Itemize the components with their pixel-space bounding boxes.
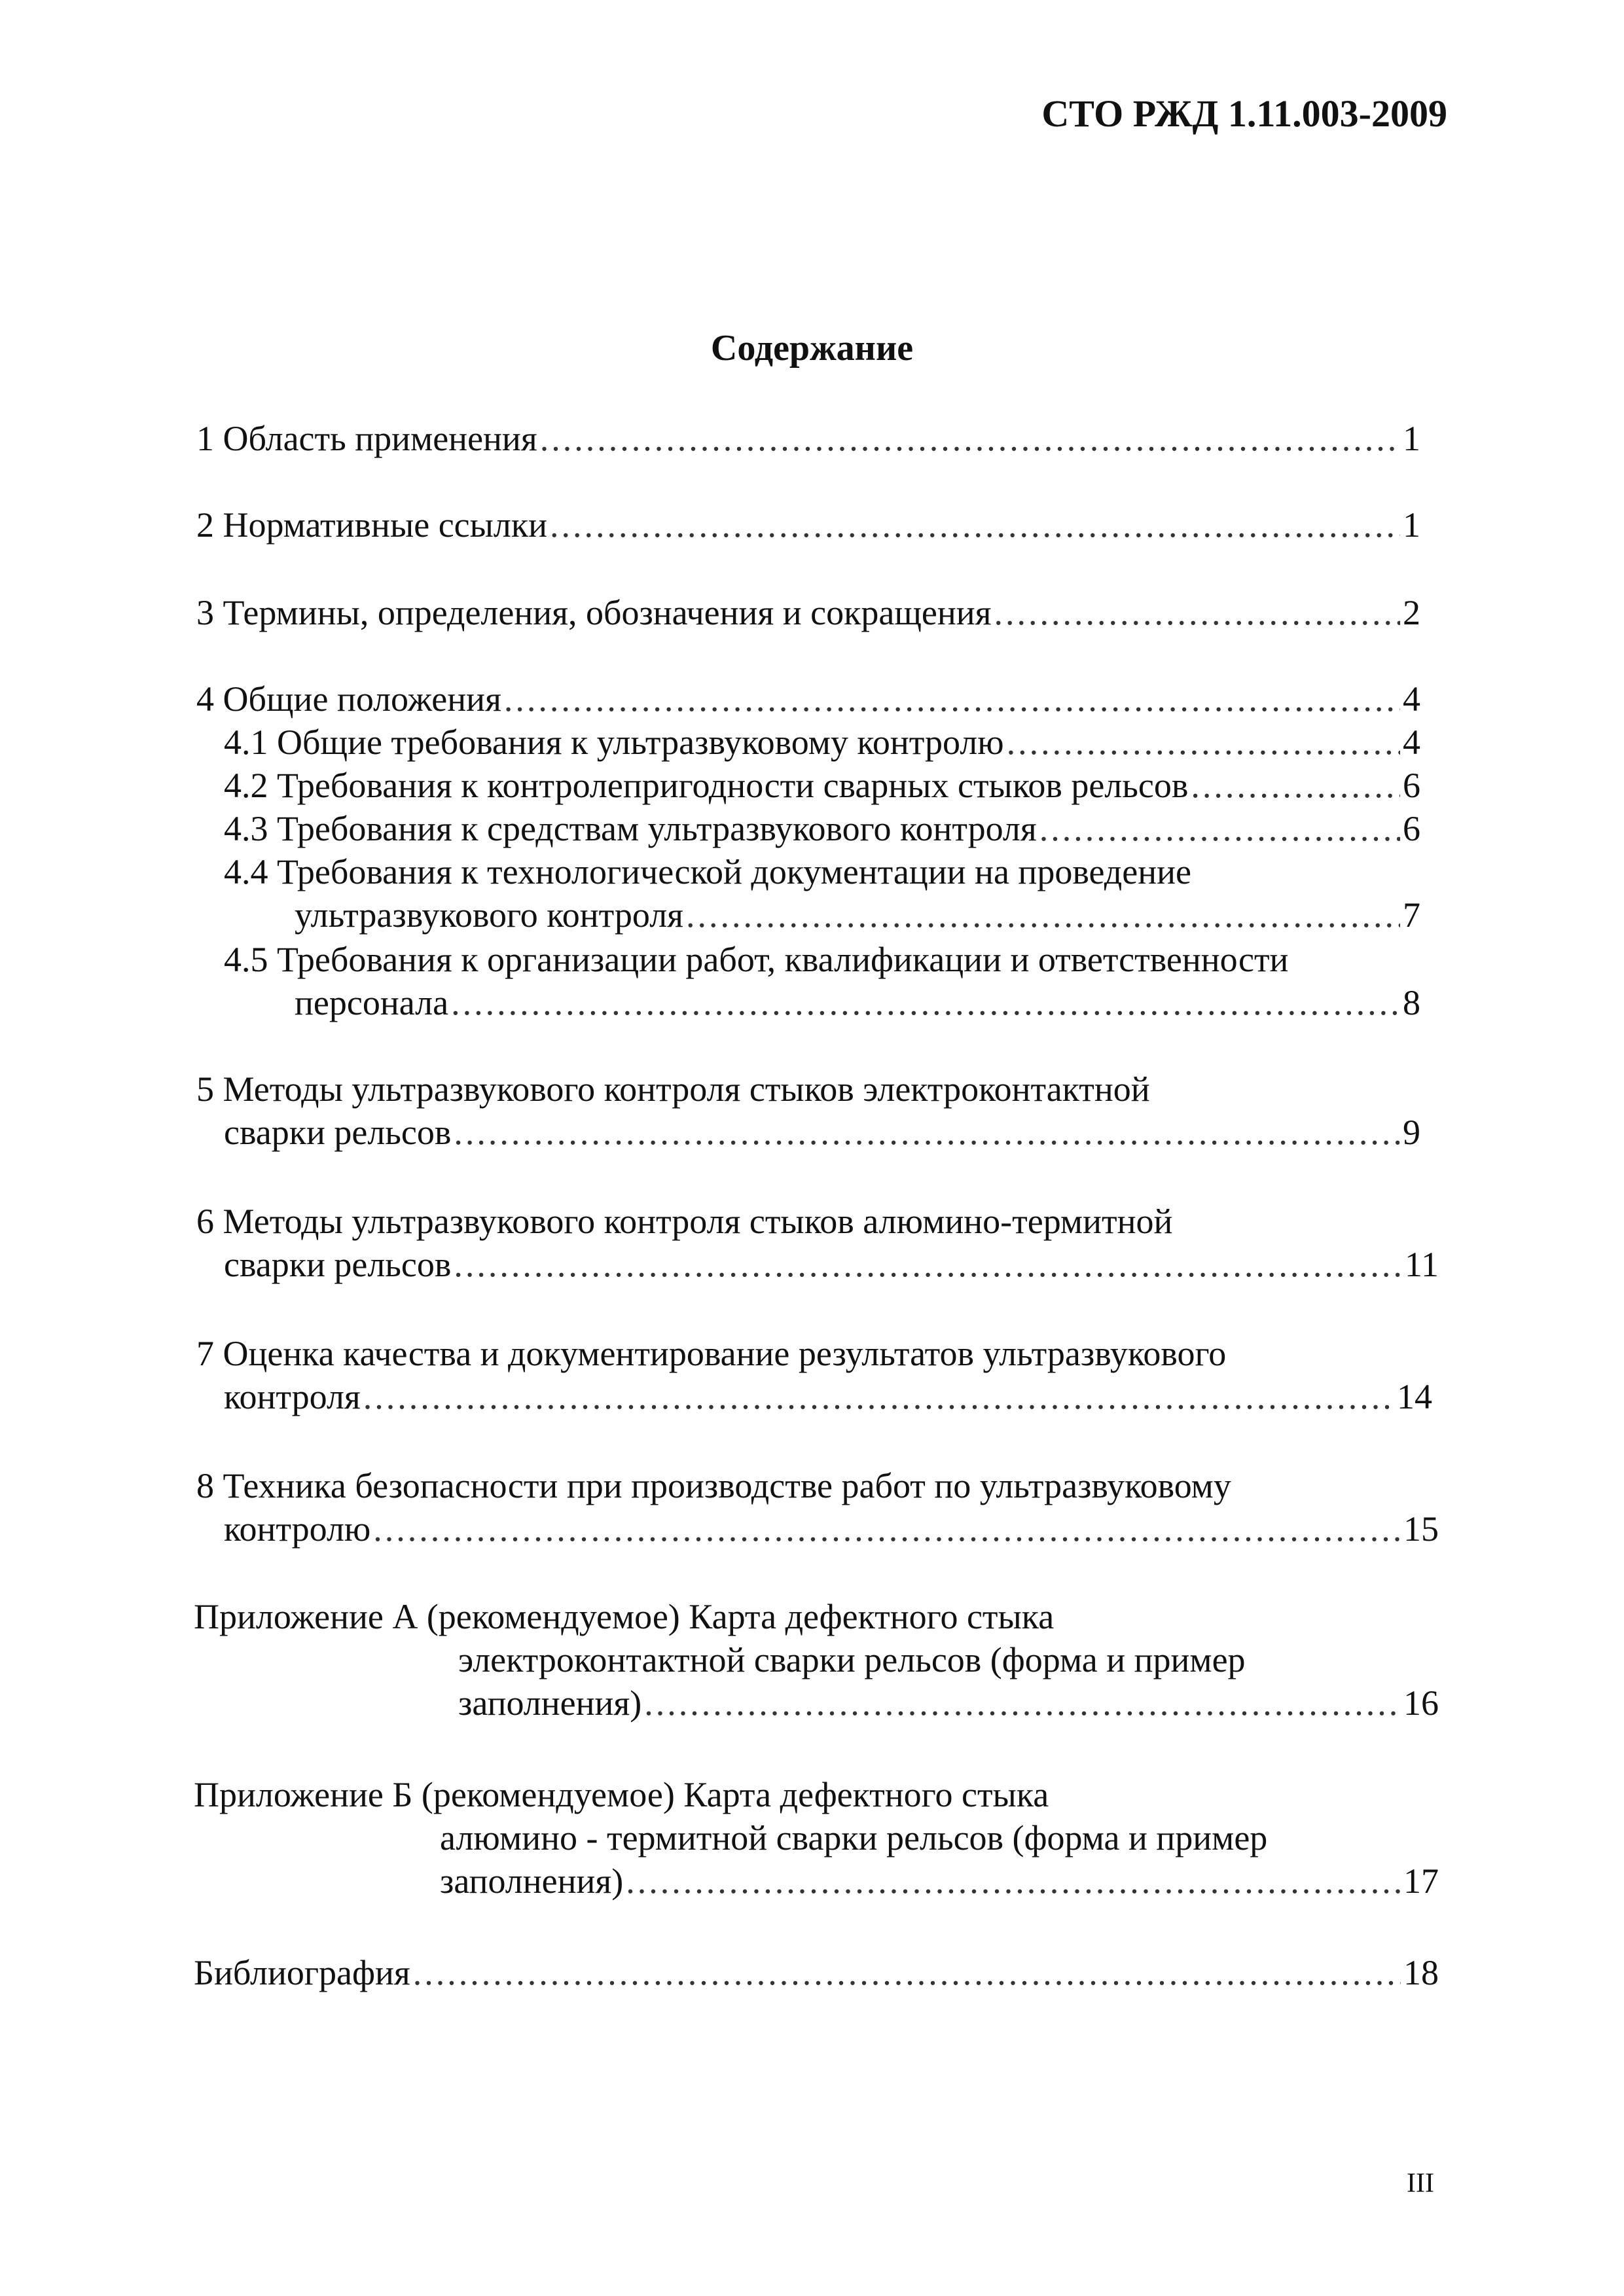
toc-entry-text: контролю xyxy=(224,1509,371,1549)
toc-appendix-b-line2: алюмино - термитной сварки рельсов (форма и пример xyxy=(440,1818,1268,1857)
toc-page-number: 15 xyxy=(1403,1509,1439,1549)
dot-leader xyxy=(1039,808,1400,850)
toc-entry-8-line1[interactable]: 8 Техника безопасности при производстве работ по ультразвуковому xyxy=(196,1466,1231,1505)
toc-entry-6[interactable] xyxy=(224,1244,1439,1285)
dot-leader xyxy=(550,504,1400,546)
toc-appendix-a[interactable] xyxy=(458,1682,1439,1724)
toc-entry-text: персонала xyxy=(295,983,449,1022)
toc-page-number: 17 xyxy=(1403,1861,1439,1901)
toc-page-number: 16 xyxy=(1403,1683,1439,1723)
toc-entry-text: ультразвукового контроля xyxy=(295,895,683,935)
toc-page-number: 2 xyxy=(1403,593,1420,632)
toc-entry-7-line1[interactable]: 7 Оценка качества и документирование результатов ультразвукового xyxy=(196,1334,1227,1373)
toc-entry-5-line1[interactable]: 5 Методы ультразвукового контроля стыков электроконтактной xyxy=(196,1069,1150,1109)
toc-page-number: 18 xyxy=(1403,1953,1439,1992)
toc-entry-4-5-line1[interactable]: 4.5 Требования к организации работ, квалификации и ответственности xyxy=(224,940,1289,979)
toc-entry-4-2[interactable] xyxy=(224,764,1420,806)
toc-entry-text: заполнения) xyxy=(440,1861,624,1901)
toc-entry-text: 1 Область применения xyxy=(196,419,537,458)
toc-appendix-a-line2: электроконтактной сварки рельсов (форма и пример xyxy=(458,1640,1246,1679)
toc-page-number: 4 xyxy=(1403,723,1420,762)
dot-leader xyxy=(1191,764,1400,806)
toc-entry-text: 3 Термины, определения, обозначения и сокращения xyxy=(196,593,992,632)
toc-entry-2[interactable] xyxy=(196,504,1420,546)
dot-leader xyxy=(504,678,1400,720)
toc-entry-8[interactable] xyxy=(224,1508,1439,1550)
toc-page-number: 7 xyxy=(1403,895,1420,935)
toc-entry-4-5[interactable] xyxy=(295,982,1420,1024)
dot-leader xyxy=(454,1111,1400,1153)
toc-entry-6-line1[interactable]: 6 Методы ультразвукового контроля стыков алюмино-термитной xyxy=(196,1202,1173,1241)
toc-page-number: 4 xyxy=(1403,679,1420,719)
dot-leader xyxy=(1007,721,1400,763)
toc-entry-1[interactable] xyxy=(196,418,1420,459)
dot-leader xyxy=(451,982,1400,1024)
toc-entry-4-4[interactable] xyxy=(295,894,1420,936)
toc-page-number: 11 xyxy=(1405,1245,1439,1284)
toc-page-number: 6 xyxy=(1403,809,1420,848)
dot-leader xyxy=(413,1952,1401,1994)
dot-leader xyxy=(363,1376,1394,1418)
toc-entry-text: сварки рельсов xyxy=(224,1113,452,1152)
toc-entry-4-4-line1[interactable]: 4.4 Требования к технологической документации на проведение xyxy=(224,852,1191,891)
dot-leader xyxy=(373,1508,1401,1550)
toc-page-number: 6 xyxy=(1403,766,1420,805)
toc-entry-5[interactable] xyxy=(224,1111,1420,1153)
toc-appendix-b-line1[interactable]: Приложение Б (рекомендуемое) Карта дефектного стыка xyxy=(194,1775,1049,1814)
document-code: СТО РЖД 1.11.003-2009 xyxy=(1041,92,1447,135)
toc-entry-4[interactable] xyxy=(196,678,1420,720)
toc-entry-text: 4.1 Общие требования к ультразвуковому контролю xyxy=(224,723,1004,762)
dot-leader xyxy=(644,1682,1401,1724)
toc-appendix-a-line1[interactable]: Приложение А (рекомендуемое) Карта дефектного стыка xyxy=(194,1597,1055,1636)
toc-entry-text: 4 Общие положения xyxy=(196,679,501,719)
dot-leader xyxy=(686,894,1400,936)
toc-appendix-b[interactable] xyxy=(440,1860,1439,1902)
toc-entry-text: Библиография xyxy=(194,1953,410,1992)
toc-entry-text: контроля xyxy=(224,1377,361,1416)
toc-page-number: 8 xyxy=(1403,983,1420,1022)
dot-leader xyxy=(540,418,1400,459)
toc-page-number: 9 xyxy=(1403,1113,1420,1152)
toc-entry-text: сварки рельсов xyxy=(224,1245,452,1284)
toc-entry-4-1[interactable] xyxy=(224,721,1420,763)
toc-entry-text: 4.3 Требования к средствам ультразвукового контроля xyxy=(224,809,1037,848)
toc-entry-7[interactable] xyxy=(224,1376,1432,1418)
dot-leader xyxy=(626,1860,1401,1902)
dot-leader xyxy=(994,592,1401,634)
toc-entry-text: заполнения) xyxy=(458,1683,642,1723)
toc-entry-text: 4.2 Требования к контролепригодности сварных стыков рельсов xyxy=(224,766,1189,805)
dot-leader xyxy=(454,1244,1402,1285)
toc-page-number: 1 xyxy=(1403,505,1420,545)
toc-entry-3[interactable] xyxy=(196,592,1420,634)
toc-title: Содержание xyxy=(710,328,914,368)
toc-entry-4-3[interactable] xyxy=(224,808,1420,850)
toc-page-number: 14 xyxy=(1397,1377,1432,1416)
toc-page-number: 1 xyxy=(1403,419,1420,458)
toc-bibliography[interactable] xyxy=(194,1952,1439,1994)
page-number: III xyxy=(1407,2168,1434,2198)
toc-entry-text: 2 Нормативные ссылки xyxy=(196,505,547,545)
